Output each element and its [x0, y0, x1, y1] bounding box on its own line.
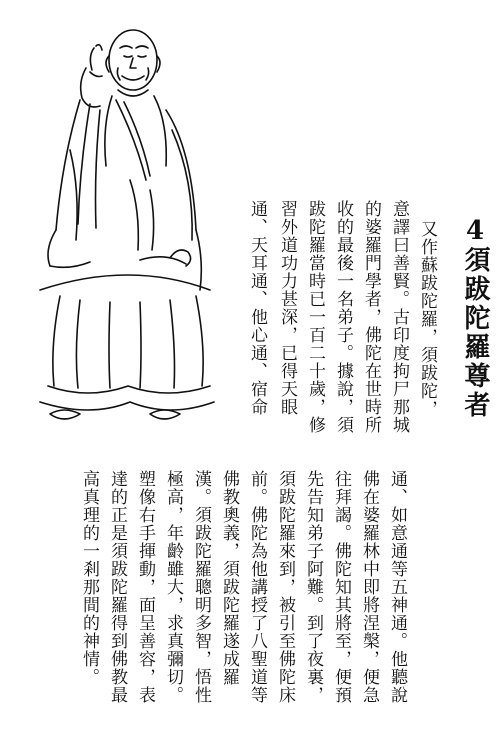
lower-column-12: 高真理的一剎那間的神情。 [79, 470, 99, 686]
lower-column-10: 塑像右手揮動，面呈善容，表 [135, 470, 155, 704]
lower-column-2: 佛在婆羅林中即將涅槃，便急 [359, 470, 379, 704]
lower-column-7: 佛教奧義，須跋陀羅遂成羅 [219, 470, 239, 686]
lower-column-4: 先告知弟子阿難。到了夜裏， [303, 470, 323, 704]
lower-column-11: 達的正是須跋陀羅得到佛教最 [107, 470, 127, 704]
arhat-illustration [20, 10, 220, 450]
lower-column-1: 通、如意通等五神通。他聽說 [387, 470, 407, 704]
title-name: 須跋陀羅尊者 [460, 246, 490, 420]
upper-column-5: 跋陀羅當時已一百二十歲，修 [305, 200, 325, 434]
lower-column-9: 極高，年齡雖大，求真彌切。 [163, 470, 183, 704]
lower-column-5: 須跋陀羅來到，被引至佛陀床 [275, 470, 295, 704]
lower-column-3: 往拜謁。佛陀知其將至，便預 [331, 470, 351, 704]
lower-column-8: 漢。須跋陀羅聰明多智，悟性 [191, 470, 211, 704]
title-number: 4 [466, 216, 485, 246]
upper-column-6: 習外道功力甚深，已得天眼 [277, 200, 297, 416]
lower-column-6: 前。佛陀為他講授了八聖道等 [247, 470, 267, 704]
upper-column-4: 收的最後一名弟子。據說，須 [333, 200, 353, 434]
upper-column-1: 又作蘇跋陀羅，須跋陀， [417, 220, 437, 418]
upper-column-3: 的婆羅門學者，佛陀在世時所 [361, 200, 381, 434]
upper-column-7: 通、天耳通、他心通、宿命 [247, 200, 267, 416]
upper-column-2: 意譯曰善賢。古印度拘尸那城 [389, 200, 409, 434]
